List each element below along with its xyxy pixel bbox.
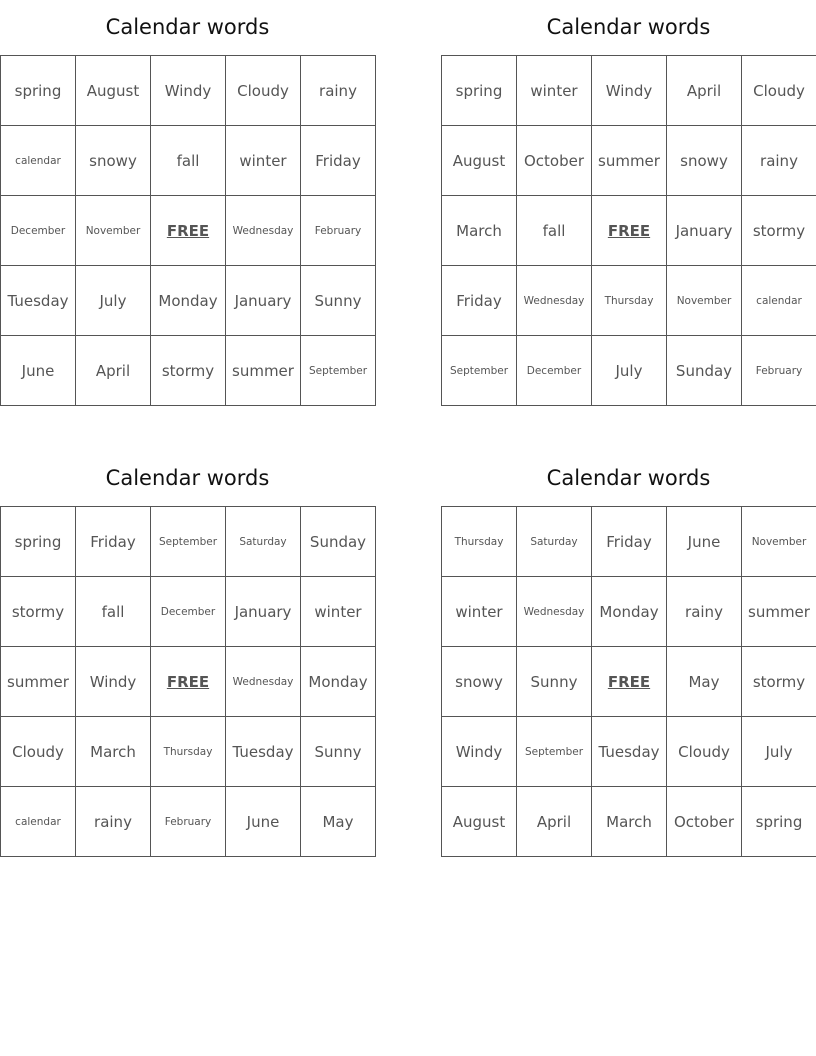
word-cell: Cloudy — [667, 717, 742, 787]
grid-row — [442, 196, 816, 266]
word-cell: Windy — [592, 56, 667, 126]
word-cell: September — [301, 336, 376, 406]
word-cell: October — [517, 126, 592, 196]
word-cell: August — [76, 56, 151, 126]
grid-row — [1, 507, 376, 577]
word-cell: June — [1, 336, 76, 406]
grid-row — [442, 56, 816, 126]
word-cell: Wednesday — [517, 266, 592, 336]
card-title: Calendar words — [546, 466, 711, 490]
word-cell: Wednesday — [226, 647, 301, 717]
word-cell: February — [742, 336, 816, 406]
word-cell: Wednesday — [517, 577, 592, 647]
word-cell: June — [667, 507, 742, 577]
word-cell: April — [667, 56, 742, 126]
word-cell: March — [442, 196, 517, 266]
word-cell: spring — [442, 56, 517, 126]
word-cell: January — [667, 196, 742, 266]
bingo-grid — [441, 55, 816, 406]
bingo-grid — [441, 506, 816, 857]
word-cell: calendar — [1, 126, 76, 196]
word-cell: spring — [742, 787, 816, 857]
bingo-card-4 — [441, 451, 816, 857]
word-cell: August — [442, 126, 517, 196]
word-cell: May — [667, 647, 742, 717]
word-cell: winter — [517, 56, 592, 126]
bingo-grid — [0, 506, 376, 857]
word-cell: fall — [517, 196, 592, 266]
word-cell: Windy — [442, 717, 517, 787]
grid-row — [442, 336, 816, 406]
word-cell: Friday — [76, 507, 151, 577]
word-cell: Sunday — [667, 336, 742, 406]
word-cell: rainy — [667, 577, 742, 647]
word-cell: Sunny — [517, 647, 592, 717]
bingo-card-3 — [0, 451, 375, 857]
free-space-cell: FREE — [592, 196, 667, 266]
word-cell: stormy — [1, 577, 76, 647]
word-cell: Windy — [76, 647, 151, 717]
word-cell: Windy — [151, 56, 226, 126]
word-cell: calendar — [1, 787, 76, 857]
grid-row — [1, 336, 376, 406]
word-cell: rainy — [742, 126, 816, 196]
word-cell: stormy — [742, 196, 816, 266]
word-cell: Friday — [442, 266, 517, 336]
grid-row — [442, 717, 816, 787]
free-space-cell: FREE — [151, 647, 226, 717]
word-cell: Monday — [592, 577, 667, 647]
bingo-grid — [0, 55, 376, 406]
grid-row — [442, 647, 816, 717]
word-cell: April — [517, 787, 592, 857]
word-cell: stormy — [151, 336, 226, 406]
word-cell: March — [76, 717, 151, 787]
word-cell: fall — [76, 577, 151, 647]
word-cell: Thursday — [592, 266, 667, 336]
word-cell: spring — [1, 507, 76, 577]
word-cell: November — [667, 266, 742, 336]
word-cell: snowy — [667, 126, 742, 196]
word-cell: October — [667, 787, 742, 857]
word-cell: Friday — [301, 126, 376, 196]
word-cell: July — [76, 266, 151, 336]
word-cell: Saturday — [226, 507, 301, 577]
bingo-card-1 — [0, 0, 375, 406]
word-cell: September — [442, 336, 517, 406]
word-cell: winter — [226, 126, 301, 196]
grid-row — [442, 577, 816, 647]
word-cell: summer — [226, 336, 301, 406]
word-cell: Thursday — [442, 507, 517, 577]
word-cell: stormy — [742, 647, 816, 717]
word-cell: Wednesday — [226, 196, 301, 266]
grid-row — [1, 787, 376, 857]
word-cell: Cloudy — [742, 56, 816, 126]
word-cell: Cloudy — [1, 717, 76, 787]
word-cell: winter — [442, 577, 517, 647]
word-cell: February — [301, 196, 376, 266]
grid-row — [1, 196, 376, 266]
word-cell: Sunny — [301, 717, 376, 787]
word-cell: Sunday — [301, 507, 376, 577]
word-cell: July — [592, 336, 667, 406]
free-space-cell: FREE — [592, 647, 667, 717]
word-cell: rainy — [301, 56, 376, 126]
word-cell: Friday — [592, 507, 667, 577]
word-cell: Thursday — [151, 717, 226, 787]
word-cell: September — [151, 507, 226, 577]
word-cell: winter — [301, 577, 376, 647]
card-title: Calendar words — [105, 466, 270, 490]
grid-row — [442, 787, 816, 857]
word-cell: fall — [151, 126, 226, 196]
grid-row — [442, 507, 816, 577]
card-title: Calendar words — [105, 15, 270, 39]
word-cell: February — [151, 787, 226, 857]
word-cell: snowy — [76, 126, 151, 196]
word-cell: Tuesday — [592, 717, 667, 787]
word-cell: March — [592, 787, 667, 857]
word-cell: July — [742, 717, 816, 787]
grid-row — [1, 126, 376, 196]
word-cell: summer — [1, 647, 76, 717]
word-cell: May — [301, 787, 376, 857]
word-cell: April — [76, 336, 151, 406]
grid-row — [442, 126, 816, 196]
word-cell: spring — [1, 56, 76, 126]
word-cell: September — [517, 717, 592, 787]
word-cell: December — [517, 336, 592, 406]
grid-row — [1, 647, 376, 717]
word-cell: January — [226, 266, 301, 336]
grid-row — [1, 577, 376, 647]
grid-row — [1, 717, 376, 787]
word-cell: August — [442, 787, 517, 857]
card-title: Calendar words — [546, 15, 711, 39]
word-cell: Sunny — [301, 266, 376, 336]
word-cell: calendar — [742, 266, 816, 336]
word-cell: Monday — [151, 266, 226, 336]
word-cell: Saturday — [517, 507, 592, 577]
bingo-card-2 — [441, 0, 816, 406]
word-cell: rainy — [76, 787, 151, 857]
grid-row — [442, 266, 816, 336]
word-cell: January — [226, 577, 301, 647]
grid-row — [1, 266, 376, 336]
word-cell: Monday — [301, 647, 376, 717]
word-cell: Cloudy — [226, 56, 301, 126]
word-cell: December — [1, 196, 76, 266]
word-cell: summer — [592, 126, 667, 196]
grid-row — [1, 56, 376, 126]
word-cell: December — [151, 577, 226, 647]
word-cell: Tuesday — [226, 717, 301, 787]
free-space-cell: FREE — [151, 196, 226, 266]
word-cell: Tuesday — [1, 266, 76, 336]
word-cell: June — [226, 787, 301, 857]
word-cell: summer — [742, 577, 816, 647]
word-cell: snowy — [442, 647, 517, 717]
word-cell: November — [742, 507, 816, 577]
word-cell: November — [76, 196, 151, 266]
